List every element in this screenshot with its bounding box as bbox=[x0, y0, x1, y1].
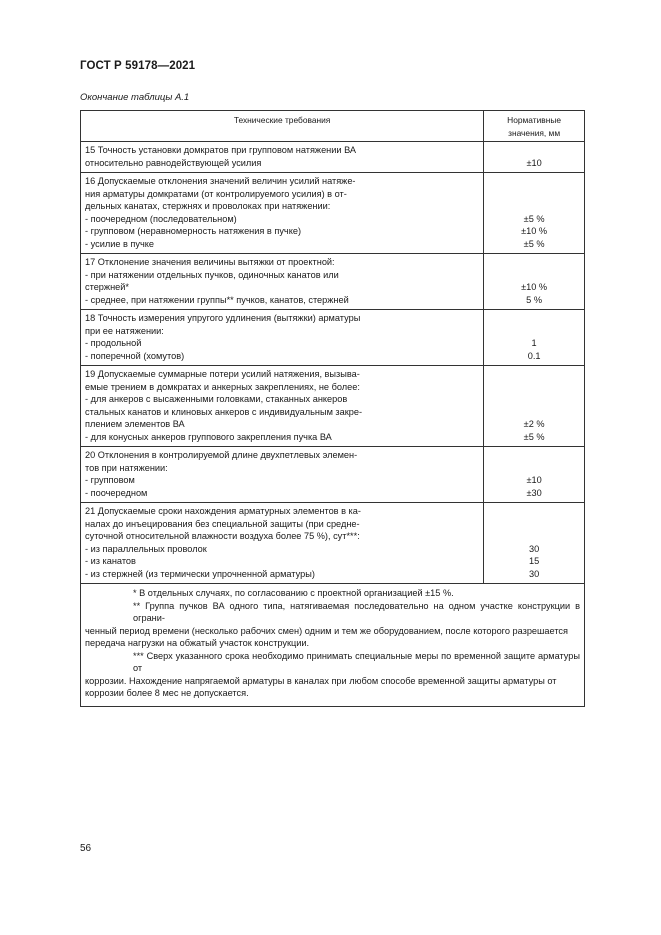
requirement-line: относительно равнодействующей усилия bbox=[85, 157, 262, 168]
table-body bbox=[81, 142, 585, 707]
normative-value: ±30 bbox=[526, 487, 542, 498]
table-row bbox=[81, 310, 585, 366]
footnote-line: * В отдельных случаях, по согласованию с проектной организацией ±15 %. bbox=[133, 588, 454, 598]
requirement-line: - поочередном bbox=[85, 487, 148, 498]
normative-value: ±5 % bbox=[523, 431, 545, 442]
requirement-line: емые трением в домкратах и анкерных закреплениях, не более: bbox=[85, 381, 360, 392]
footnotes-row bbox=[81, 584, 585, 707]
page-number: 56 bbox=[80, 843, 92, 854]
footnote-line: *** Сверх указанного срока необходимо принимать специальные меры по временной защите арматуры от bbox=[133, 650, 580, 673]
column-header-requirements: Технические требования bbox=[81, 111, 484, 142]
requirement-line: тов при натяжении: bbox=[85, 462, 168, 473]
requirement-line: 17 Отклонение значения величины вытяжки от проектной: bbox=[85, 257, 335, 267]
table-row bbox=[81, 447, 585, 503]
requirement-cell bbox=[81, 142, 484, 173]
requirement-line: - групповом bbox=[85, 475, 135, 485]
footnote-line: передача нагрузки на обжатый участок конструкции. bbox=[85, 638, 310, 648]
normative-value: 15 bbox=[528, 556, 540, 566]
normative-value: ±10 bbox=[526, 157, 542, 168]
requirement-line: - продольной bbox=[85, 338, 142, 348]
value-cell bbox=[484, 254, 585, 310]
table-row bbox=[81, 173, 585, 254]
requirement-cell bbox=[81, 173, 484, 254]
requirement-cell bbox=[81, 503, 484, 584]
document-header: ГОСТ Р 59178—2021 bbox=[80, 60, 196, 72]
requirement-line: - из стержней (из термически упрочненной арматуры) bbox=[85, 568, 315, 579]
value-cell bbox=[484, 366, 585, 447]
requirement-line: - поперечной (хомутов) bbox=[85, 350, 185, 361]
requirement-line: плением элементов ВА bbox=[85, 419, 185, 429]
normative-value: 1 bbox=[531, 338, 537, 348]
footnote-line: ченный период времени (несколько рабочих смен) одним и тем же оборудованием, после которого разрешается bbox=[85, 625, 568, 636]
normative-value: ±5 % bbox=[523, 213, 545, 224]
requirements-table bbox=[80, 110, 585, 707]
requirement-line: 15 Точность установки домкратов при групповом натяжении ВА bbox=[85, 145, 357, 155]
footnote-line: коррозии более 8 мес не допускается. bbox=[85, 688, 249, 698]
value-cell bbox=[484, 310, 585, 366]
requirements-table-container bbox=[80, 110, 585, 707]
table-header-row bbox=[81, 111, 585, 142]
table-row bbox=[81, 142, 585, 173]
requirement-line: 20 Отклонения в контролируемой длине двухпетлевых элемен- bbox=[85, 450, 358, 460]
normative-value: 30 bbox=[528, 568, 540, 579]
requirement-line: 16 Допускаемые отклонения значений величин усилий натяже- bbox=[85, 176, 356, 186]
footnotes-cell bbox=[81, 584, 585, 707]
requirement-line: при ее натяжении: bbox=[85, 325, 164, 336]
normative-value: ±10 % bbox=[521, 226, 548, 236]
value-cell bbox=[484, 503, 585, 584]
requirement-line: - усилие в пучке bbox=[85, 238, 155, 249]
normative-value: 5 % bbox=[526, 294, 543, 305]
requirement-line: стальных канатов и клиновых анкеров с индивидуальным закре- bbox=[85, 406, 363, 417]
requirement-line: 19 Допускаемые суммарные потери усилий натяжения, вызыва- bbox=[85, 369, 360, 379]
value-cell bbox=[484, 447, 585, 503]
normative-value: ±5 % bbox=[523, 238, 545, 249]
requirement-line: стержней* bbox=[85, 282, 129, 292]
normative-value: ±10 bbox=[526, 475, 542, 485]
requirement-line: суточной относительной влажности воздуха более 75 %), сут***: bbox=[85, 531, 360, 541]
footnote-line: ** Группа пучков ВА одного типа, натягиваемая последовательно на одном участке конструкции в ограни- bbox=[133, 600, 580, 623]
footnote-line: коррозии. Нахождение напрягаемой арматуры в каналах при любом способе временной защиты арматуры от bbox=[85, 675, 557, 686]
table-caption: Окончание таблицы А.1 bbox=[80, 92, 190, 103]
requirement-line: ния арматуры домкратами (от контролируемого усилия) в от- bbox=[85, 188, 347, 199]
normative-value: ±10 % bbox=[521, 282, 548, 292]
requirement-line: 18 Точность измерения упругого удлинения (вытяжки) арматуры bbox=[85, 313, 361, 323]
normative-value: 30 bbox=[528, 543, 540, 554]
requirement-cell bbox=[81, 447, 484, 503]
requirement-line: - для анкеров с высаженными головками, стаканных анкеров bbox=[85, 394, 348, 404]
table-row bbox=[81, 254, 585, 310]
column-header-values: Нормативные значения, мм bbox=[484, 111, 585, 142]
value-cell bbox=[484, 173, 585, 254]
requirement-cell bbox=[81, 366, 484, 447]
requirement-line: - из канатов bbox=[85, 556, 136, 566]
requirement-line: - при натяжении отдельных пучков, одиночных канатов или bbox=[85, 269, 339, 280]
requirement-line: налах до инъецирования без специальной защиты (при средне- bbox=[85, 518, 360, 529]
requirement-line: - для конусных анкеров группового закрепления пучка ВА bbox=[85, 431, 332, 442]
requirement-line: 21 Допускаемые сроки нахождения арматурных элементов в ка- bbox=[85, 506, 361, 516]
requirement-line: - среднее, при натяжении группы** пучков, канатов, стержней bbox=[85, 294, 349, 305]
table-row bbox=[81, 503, 585, 584]
requirement-cell bbox=[81, 254, 484, 310]
requirement-line: - из параллельных проволок bbox=[85, 543, 207, 554]
normative-value: ±2 % bbox=[523, 419, 545, 429]
normative-value: 0.1 bbox=[527, 350, 541, 361]
requirement-cell bbox=[81, 310, 484, 366]
requirement-line: - поочередном (последовательном) bbox=[85, 213, 237, 224]
requirement-line: - групповом (неравномерность натяжения в пучке) bbox=[85, 226, 302, 236]
requirement-line: дельных канатах, стержнях и проволоках при натяжении: bbox=[85, 201, 331, 211]
table-row bbox=[81, 366, 585, 447]
value-cell bbox=[484, 142, 585, 173]
